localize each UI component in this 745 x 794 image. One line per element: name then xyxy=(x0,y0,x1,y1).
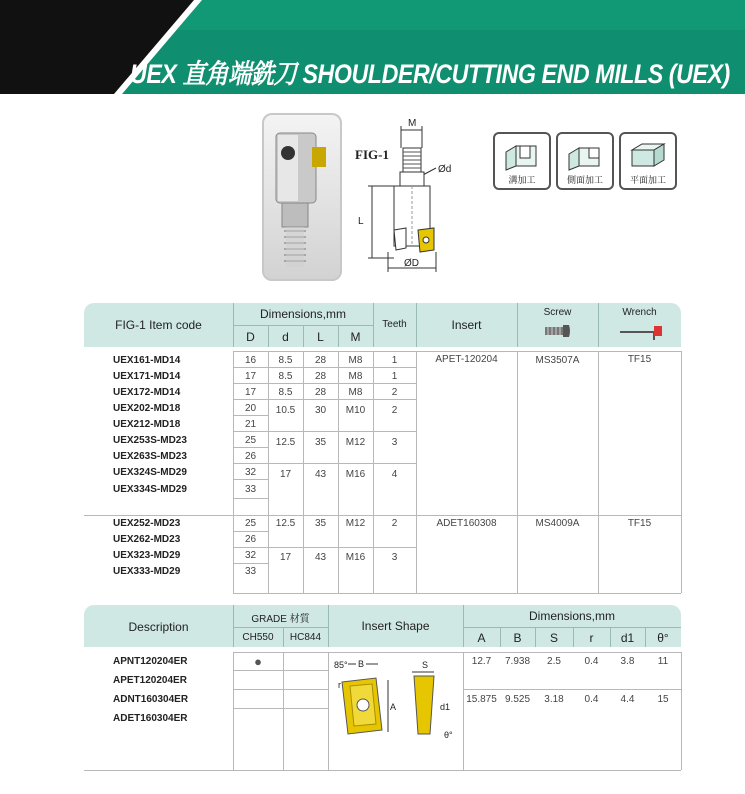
grade-dot: ● xyxy=(254,654,262,669)
end-mill-image xyxy=(262,113,342,281)
shape-theta-label: θ° xyxy=(444,730,453,740)
cell-D: 26 xyxy=(244,451,257,462)
cell-wrench: TF15 xyxy=(627,518,652,529)
dim-L-label: L xyxy=(358,216,364,227)
col-theta: θ° xyxy=(657,631,669,645)
cell-L: 35 xyxy=(314,437,327,448)
op-card-groove xyxy=(493,132,551,190)
col-ch550: CH550 xyxy=(242,632,274,643)
cell-M: M16 xyxy=(345,469,366,480)
description-cell: ADET160304ER xyxy=(113,713,188,724)
cell-teeth: 2 xyxy=(391,405,398,416)
cell-insert: APET-120204 xyxy=(435,354,498,365)
cell-D: 17 xyxy=(244,387,257,398)
dim-r: 0.4 xyxy=(584,694,599,705)
col-description: Description xyxy=(128,620,189,634)
cell-L: 43 xyxy=(314,552,327,563)
cell-D: 17 xyxy=(244,371,257,382)
wrench-icon xyxy=(618,322,664,342)
cell-D: 26 xyxy=(244,534,257,545)
cell-d: 8.5 xyxy=(278,371,293,382)
dim-theta: 11 xyxy=(657,656,669,667)
col-screw: Screw xyxy=(543,307,572,318)
cell-L: 28 xyxy=(314,355,327,366)
item-code: UEX253S-MD23 xyxy=(113,435,187,446)
dim-M-label: M xyxy=(408,118,417,129)
cell-teeth: 2 xyxy=(391,387,398,398)
col-r: r xyxy=(589,631,594,645)
cell-screw: MS4009A xyxy=(535,518,580,529)
cell-teeth: 1 xyxy=(391,371,398,382)
groove-milling-icon xyxy=(502,138,542,172)
shape-d1-label: d1 xyxy=(440,702,451,712)
dim-D-label: ØD xyxy=(404,258,419,269)
cell-d: 12.5 xyxy=(275,518,296,529)
cell-D: 32 xyxy=(244,467,257,478)
op-label-side: 側面加工 xyxy=(566,175,603,185)
cell-D: 16 xyxy=(244,355,257,366)
item-code: UEX161-MD14 xyxy=(113,355,181,366)
cell-d: 8.5 xyxy=(278,355,293,366)
col-grade: GRADE 材質 xyxy=(251,614,310,625)
op-card-side xyxy=(556,132,614,190)
col-d: d xyxy=(282,330,289,344)
item-code: UEX262-MD23 xyxy=(113,534,181,545)
dim-S: 2.5 xyxy=(547,656,561,667)
col-D: D xyxy=(246,330,255,344)
shape-S-label: S xyxy=(422,660,429,670)
cell-L: 35 xyxy=(314,518,327,529)
dim-d1: 4.4 xyxy=(620,694,635,705)
dim-B: 9.525 xyxy=(504,694,531,705)
cell-D: 33 xyxy=(244,484,257,495)
cell-d: 8.5 xyxy=(278,387,293,398)
col-hc844: HC844 xyxy=(289,632,322,643)
item-code: UEX333-MD29 xyxy=(113,566,181,577)
item-code: UEX334S-MD29 xyxy=(113,484,187,495)
shape-A-label: A xyxy=(390,702,397,712)
cell-D: 20 xyxy=(244,403,257,414)
col-A: A xyxy=(477,631,486,645)
item-code: UEX172-MD14 xyxy=(113,387,181,398)
cell-d: 12.5 xyxy=(275,437,296,448)
cell-L: 43 xyxy=(314,469,327,480)
col-M: M xyxy=(350,330,361,344)
cell-teeth: 3 xyxy=(391,437,398,448)
cell-M: M12 xyxy=(345,437,366,448)
cell-M: M8 xyxy=(348,387,363,398)
dim-B: 7.938 xyxy=(504,656,531,667)
cell-teeth: 4 xyxy=(391,469,398,480)
cell-teeth: 3 xyxy=(391,552,398,563)
cell-L: 28 xyxy=(314,387,327,398)
cell-M: M8 xyxy=(348,371,363,382)
shape-B-label: B xyxy=(358,659,365,669)
face-milling-icon xyxy=(628,138,668,172)
cell-screw: MS3507A xyxy=(535,355,580,366)
col-d1: d1 xyxy=(620,631,635,645)
dim-d1: 3.8 xyxy=(620,656,635,667)
cell-d: 10.5 xyxy=(275,405,296,416)
cell-teeth: 2 xyxy=(391,518,398,529)
col-insert-shape: Insert Shape xyxy=(361,619,430,633)
col-item-code: FIG-1 Item code xyxy=(115,318,202,332)
cell-insert: ADET160308 xyxy=(436,518,497,529)
dimension-drawing xyxy=(358,118,458,278)
item-code: UEX263S-MD23 xyxy=(113,451,187,462)
cell-teeth: 1 xyxy=(391,355,398,366)
col-dimensions2: Dimensions,mm xyxy=(528,609,615,623)
tool-photo xyxy=(262,113,342,281)
cell-L: 28 xyxy=(314,371,327,382)
cell-d: 17 xyxy=(279,552,292,563)
cell-wrench: TF15 xyxy=(627,354,652,365)
shape-angle-label: 85° xyxy=(334,660,348,670)
dim-r: 0.4 xyxy=(584,656,599,667)
item-code: UEX202-MD18 xyxy=(113,403,181,414)
col-L: L xyxy=(317,330,324,344)
col-wrench: Wrench xyxy=(622,307,657,318)
cell-M: M10 xyxy=(345,405,366,416)
op-label-groove: 溝加工 xyxy=(508,175,536,185)
cell-M: M12 xyxy=(345,518,366,529)
figure-label: FIG-1 xyxy=(355,147,389,162)
page-title: UEX 直角端銑刀 SHOULDER/CUTTING END MILLS (UEX) xyxy=(130,59,730,89)
side-milling-icon xyxy=(565,138,605,172)
col-insert: Insert xyxy=(451,318,482,332)
header-banner xyxy=(0,0,745,94)
cell-D: 32 xyxy=(244,550,257,561)
dim-S: 3.18 xyxy=(544,694,564,705)
insert-shape-drawing xyxy=(330,656,462,742)
dim-A: 15.875 xyxy=(466,694,497,705)
item-code: UEX252-MD23 xyxy=(113,518,181,529)
col-B: B xyxy=(513,631,522,645)
item-code: UEX324S-MD29 xyxy=(113,467,187,478)
cell-D: 33 xyxy=(244,566,257,577)
op-card-face xyxy=(619,132,677,190)
dim-d-label: Ød xyxy=(438,164,452,175)
col-teeth: Teeth xyxy=(382,319,407,330)
item-code: UEX171-MD14 xyxy=(113,371,181,382)
col-dimensions: Dimensions,mm xyxy=(259,307,346,321)
op-label-face: 平面加工 xyxy=(629,175,666,185)
cell-D: 25 xyxy=(244,435,257,446)
cell-L: 30 xyxy=(314,405,327,416)
item-code: UEX212-MD18 xyxy=(113,419,181,430)
cell-M: M16 xyxy=(345,552,366,563)
screw-icon xyxy=(543,323,573,339)
dim-A: 12.7 xyxy=(471,656,492,667)
cell-D: 21 xyxy=(244,419,257,430)
col-S: S xyxy=(549,631,558,645)
dim-theta: 15 xyxy=(657,694,669,705)
cell-d: 17 xyxy=(279,469,292,480)
description-cell: ADNT160304ER xyxy=(113,694,189,705)
description-cell: APNT120204ER xyxy=(113,656,188,667)
item-code: UEX323-MD29 xyxy=(113,550,181,561)
cell-D: 25 xyxy=(244,518,257,529)
description-cell: APET120204ER xyxy=(113,675,187,686)
shape-r-label: r xyxy=(338,680,341,690)
cell-M: M8 xyxy=(348,355,363,366)
